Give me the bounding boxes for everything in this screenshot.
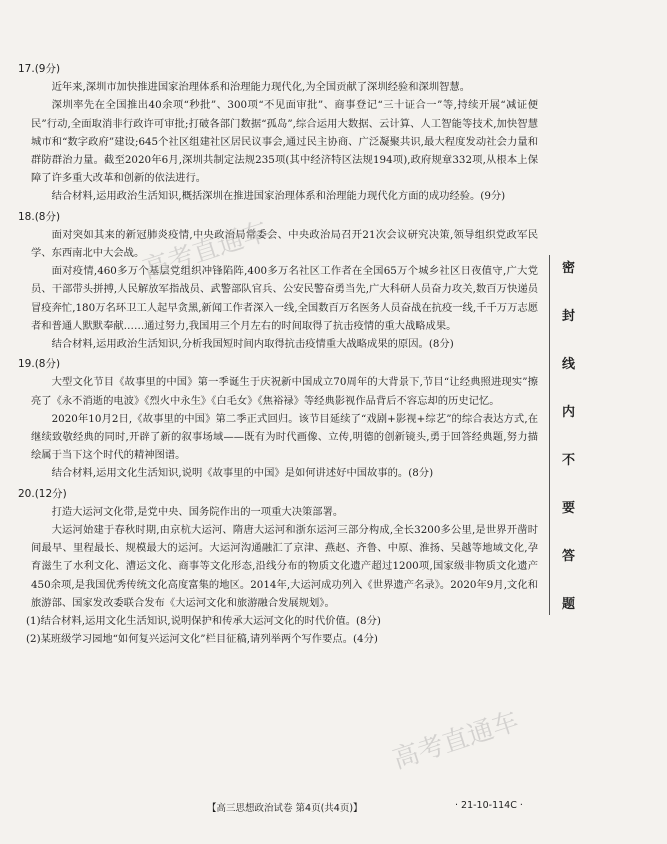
watermark-text: 高考直通车 [389, 706, 523, 776]
seal-char: 密 [562, 261, 576, 276]
material-paragraph: 大运河始建于春秋时期,由京杭大运河、隋唐大运河和浙东运河三部分构成,全长3200多公里,是世界开凿时间最早、里程最长、规模最大的运河。大运河沟通融汇了京津、燕赵、齐鲁、中原、淮扬、吴越等地域文化,孕育滋生了水利文化、漕运文化、商事等文化形态,沿线分布的物质文化遗产超过1200项,国家级非物质文化遗产450余项,是我国优秀传统文化高度富集的地区。2014年,大运河成功列入《世界遗产名录》。2020年9月,文化和旅游部、国家发改委联合发布《大运河文化和旅游融合发展规划》。 [31, 524, 538, 609]
material-paragraph: 打造大运河文化带,是党中央、国务院作出的一项重大决策部署。 [51, 505, 344, 518]
question-18 [18, 208, 538, 354]
question-prompt: 结合材料,运用文化生活知识,说明《故事里的中国》是如何讲述好中国故事的。(8分) [51, 467, 434, 480]
material-paragraph: 深圳率先在全国推出40余项“秒批”、300项“不见面审批”、商事登记“三十证合一”等,持续开展“减证便民”行动,全面取消非行政许可审批;打破各部门数据“孤岛”,综合运用大数据、云计算、人工智能等技术,加快智慧城市和“数字政府”建设;645个社区组建社区居民议事会,通过民主协商、广泛凝聚共识,最大程度发动社会力量和群防群治力量。截至2020年6月,深圳共制定法规235项(其中经济特区法规194项),政府规章332项,从根本上保障了许多重大改革和创新的依法进行。 [31, 99, 538, 185]
material-paragraph: 2020年10月2日,《故事里的中国》第二季正式回归。该节目延续了“戏剧+影视+综艺”的综合表达方式,在继续致敬经典的同时,开辟了新的叙事场域——既有为时代画像、立传,明德的创新镜头,勇于回答经典题,努力描绘属于当下这个时代的精神图谱。 [31, 412, 538, 462]
material-paragraph: 面对突如其来的新冠肺炎疫情,中央政治局常委会、中央政治局召开21次会议研究决策,领导组织党政军民学、东西南北中大会战。 [31, 228, 538, 260]
question-19 [18, 355, 538, 482]
seal-char: 题 [562, 597, 576, 612]
question-number: 19.(8分) [18, 358, 61, 371]
sub-question-2: (2)某班级学习园地“如何复兴运河文化”栏目征稿,请列举两个写作要点。(4分) [26, 633, 378, 646]
question-number: 20.(12分) [18, 487, 67, 500]
material-paragraph: 近年来,深圳市加快推进国家治理体系和治理能力现代化,为全国贡献了深圳经验和深圳智慧。 [51, 81, 471, 94]
seal-char: 线 [562, 357, 576, 372]
question-prompt: 结合材料,运用政治生活知识,概括深圳在推进国家治理体系和治理能力现代化方面的成功经验。(9分) [51, 190, 506, 203]
seal-char: 内 [562, 405, 576, 420]
question-number: 18.(8分) [18, 210, 61, 223]
questions-area [18, 58, 538, 649]
question-prompt: 结合材料,运用政治生活知识,分析我国短时间内取得抗击疫情重大战略成果的原因。(8分) [51, 338, 454, 351]
seal-char: 封 [562, 309, 576, 324]
watermark-text: 高考直通车 [139, 216, 273, 286]
footer-title: 【高三思想政治试卷 第4页(共4页)】 [207, 803, 363, 814]
seal-char: 要 [562, 501, 576, 516]
seal-line-notice [549, 255, 590, 615]
question-17 [18, 60, 538, 206]
seal-char: 答 [562, 549, 576, 564]
sub-question-1: (1)结合材料,运用文化生活知识,说明保护和传承大运河文化的时代价值。(8分) [26, 615, 381, 628]
question-number: 17.(9分) [18, 63, 61, 75]
footer-code: · 21-10-114C · [455, 800, 523, 811]
material-paragraph: 面对疫情,460多万个基层党组织冲锋陷阵,400多万名社区工作者在全国65万个城乡社区日夜值守,广大党员、干部带头拼搏,人民解放军指战员、武警部队官兵、公安民警奋勇当先,广大科研人员奋力攻关,数百万快递员冒疫奔忙,180万名环卫工人起早贪黑,新闻工作者深入一线,全国数百万名医务人员奋战在抗疫一线,千千万万志愿者和普通人默默奉献……通过努力,我国用三个月左右的时间取得了抗击疫情的重大战略成果。 [31, 265, 538, 332]
material-paragraph: 大型文化节目《故事里的中国》第一季诞生于庆祝新中国成立70周年的大背景下,节目“让经典照进现实”擦亮了《永不消逝的电波》《烈火中永生》《白毛女》《焦裕禄》等经典影视作品背后不容忘却的历史记忆。 [31, 376, 538, 407]
question-20 [18, 485, 538, 649]
seal-char: 不 [562, 453, 576, 468]
